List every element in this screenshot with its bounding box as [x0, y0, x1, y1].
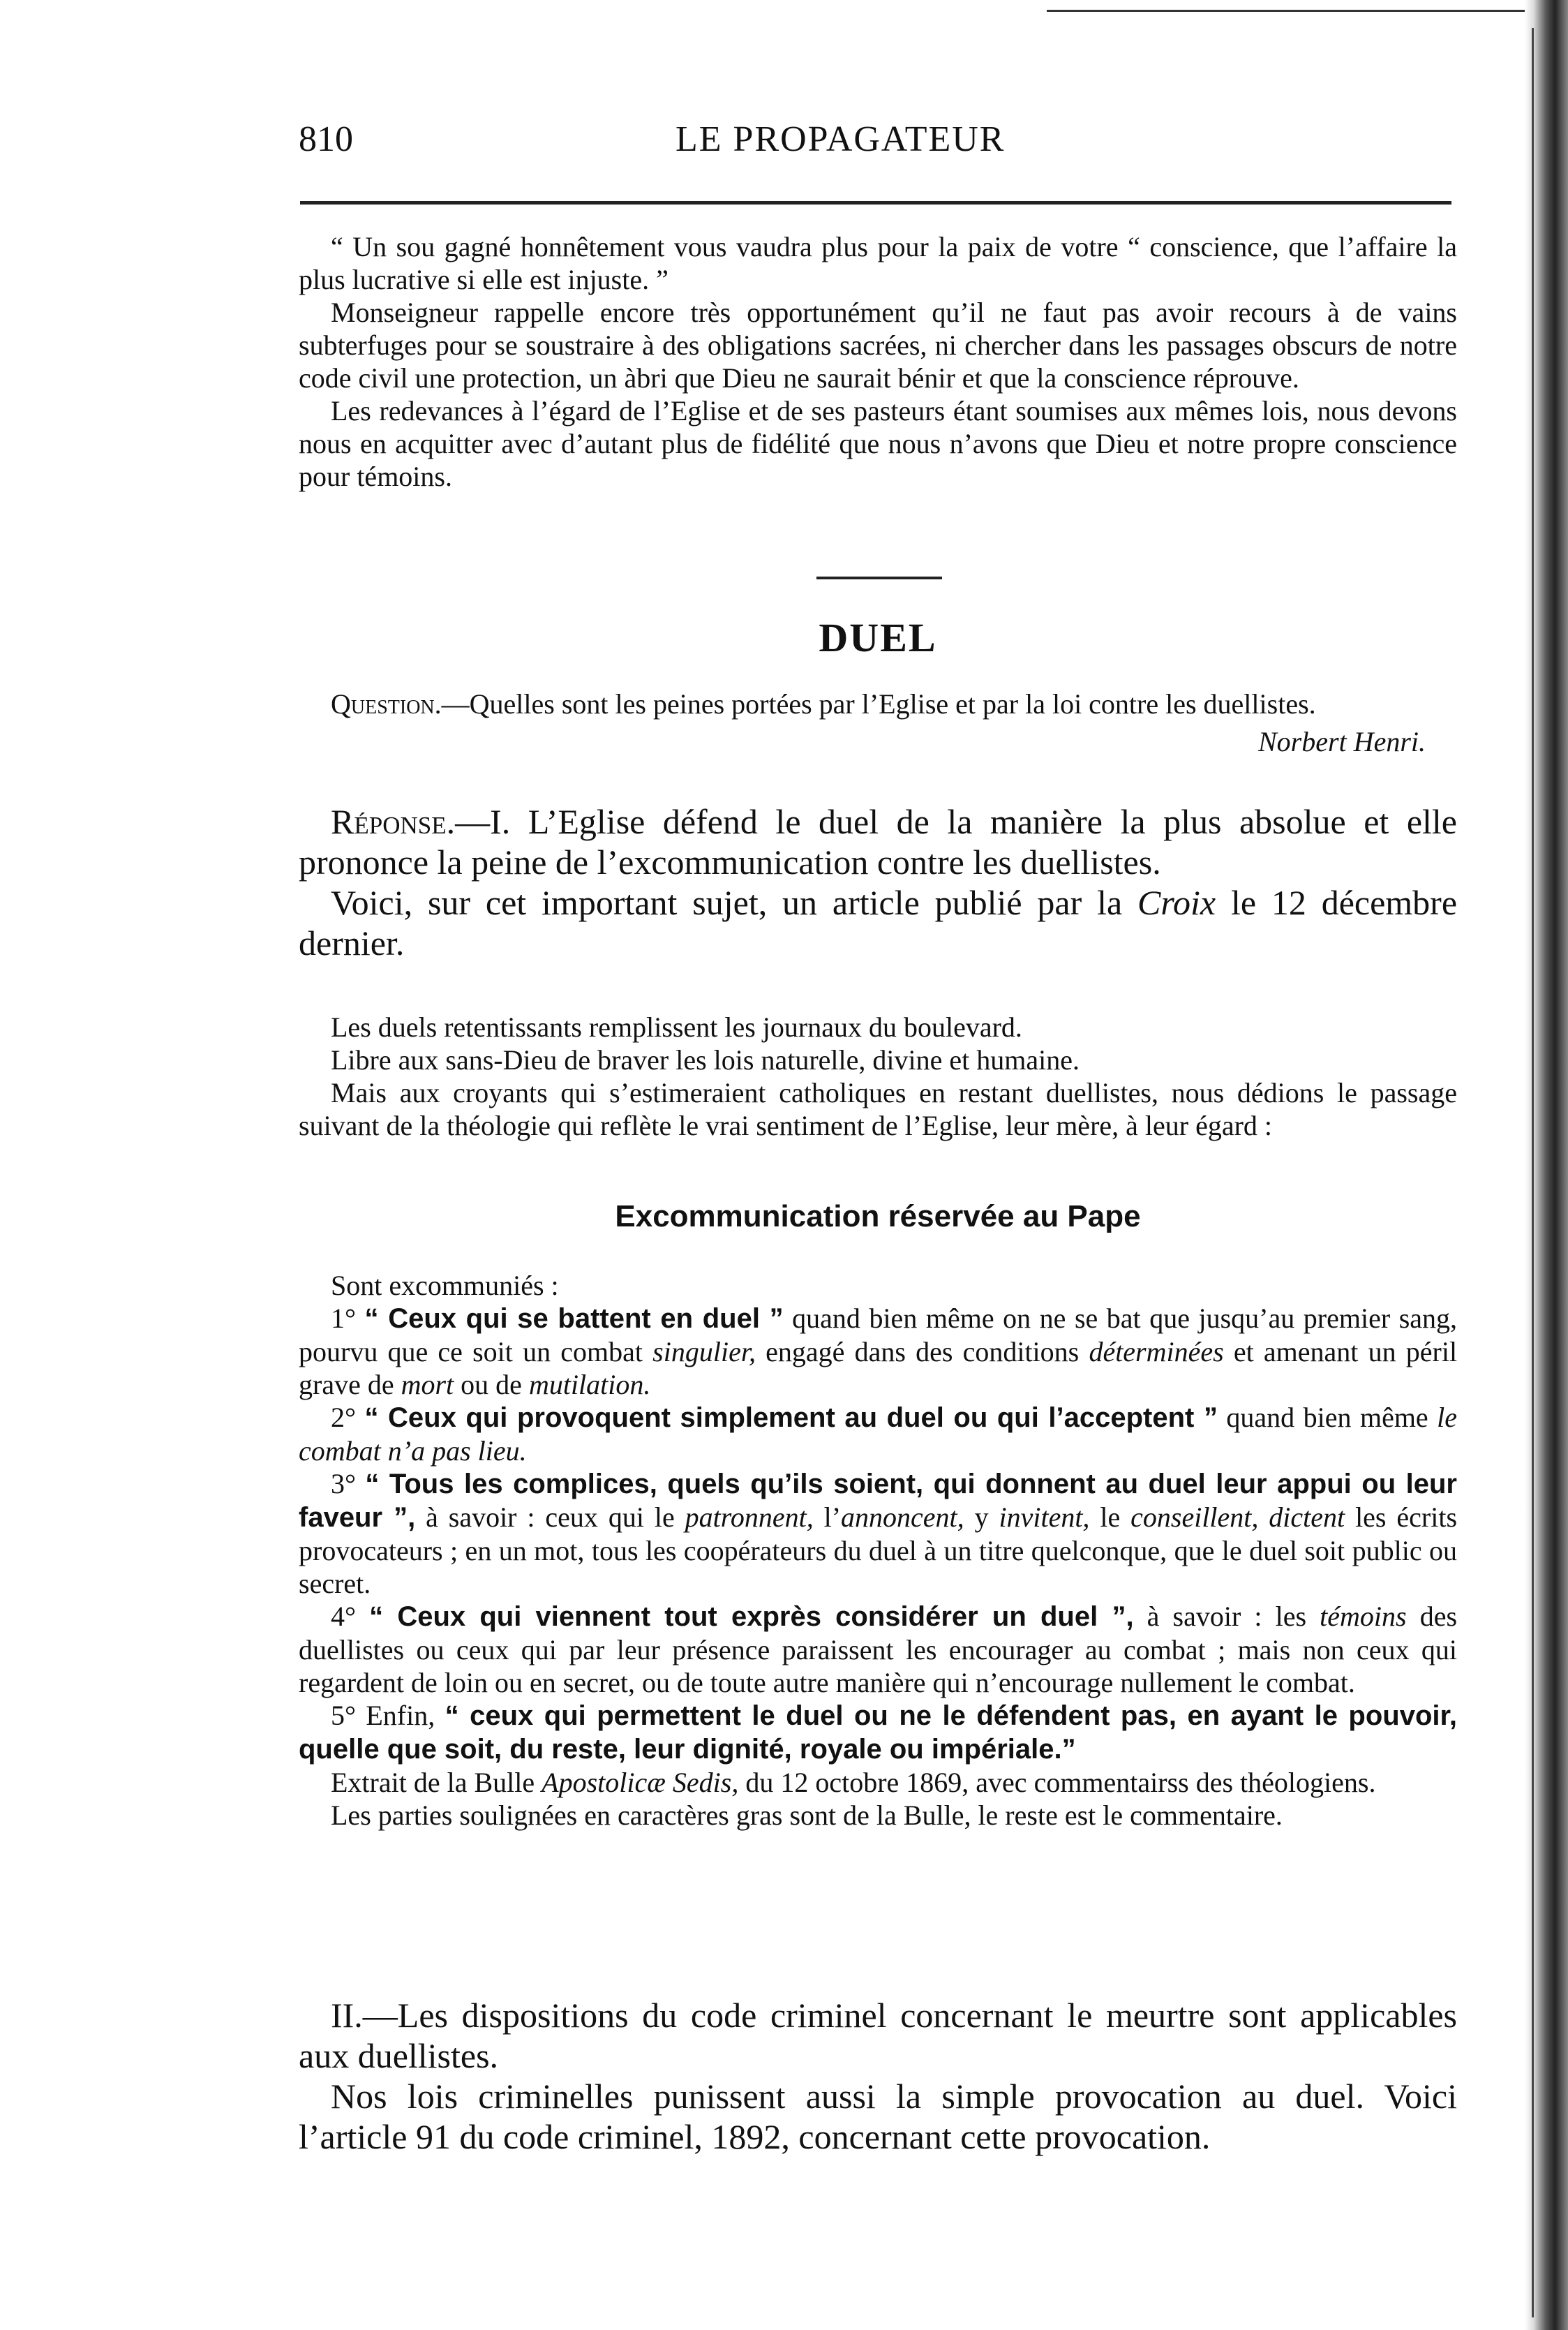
list-item-5: 5° Enfin, “ ceux qui permettent le duel ou ne le défendent pas, en ayant le pouvoir, quelle que soit, du reste, leur dignité, royale ou impériale.”	[299, 1700, 1457, 1765]
sont-excommunies: Sont excommuniés :	[331, 1270, 559, 1301]
reponse-label: Réponse.	[331, 802, 456, 841]
part-two-paragraph: II.—Les dispositions du code criminel concernant le meurtre sont applicables aux duellistes.	[299, 1996, 1457, 2075]
bold-note: Les parties soulignées en caractères gras sont de la Bulle, le reste est le commentaire.	[331, 1800, 1283, 1831]
page-header	[299, 119, 1443, 175]
question-block	[299, 688, 1457, 759]
subheading: Excommunication réservée au Pape	[615, 1199, 1141, 1233]
section-title: DUEL	[819, 615, 937, 660]
reponse-p2-text: Voici, sur cet important sujet, un article publié par la	[331, 883, 1123, 922]
croix-article	[299, 1011, 1457, 1142]
part-two-paragraph: Nos lois criminelles punissent aussi la simple provocation au duel. Voici l’article 91 du code criminel, 1892, concernant cette provocation.	[299, 2077, 1457, 2156]
question-label: Question.	[331, 688, 442, 720]
top-edge-rule	[1047, 10, 1535, 12]
question-author: Norbert Henri.	[1258, 726, 1426, 757]
croix-paragraph: Les duels retentissants remplissent les journaux du boulevard.	[331, 1011, 1022, 1043]
question-paragraph	[299, 688, 1457, 720]
list-item-1: 1° “ Ceux qui se battent en duel ” quand bien même on ne se bat que jusqu’au premier sang, pourvu que ce soit un combat singulier, engagé dans des conditions déterminées et amenant un péril grave de mort ou de mutilation.	[299, 1303, 1458, 1400]
reponse-text: —I. L’Eglise défend le duel de la manière la plus absolue et elle prononce la peine de l’excommunication contre les duellistes.	[299, 802, 1457, 882]
excommunication-list	[299, 1269, 1457, 1832]
croix-paragraph: Mais aux croyants qui s’estimeraient catholiques en restant duellistes, nous dédions le passage suivant de la théologie qui reflète le vrai sentiment de l’Eglise, leur mère, à leur égard :	[299, 1077, 1457, 1141]
reponse-p2-date: le 12 décembre dernier.	[299, 883, 1458, 963]
list-item-2: 2° “ Ceux qui provoquent simplement au duel ou qui l’acceptent ” quand bien même le combat n’a pas lieu.	[299, 1402, 1458, 1467]
subheading-block	[299, 1199, 1457, 1234]
extrait: Extrait de la Bulle Apostolicæ Sedis, du 12 octobre 1869, avec commentairss des théologiens.	[331, 1767, 1376, 1798]
list-item-4: 4° “ Ceux qui viennent tout exprès considérer un duel ”, à savoir : les témoins des duellistes ou ceux qui par leur présence paraissent les encourager au combat ; mais non ceux qui regardent de loin ou en secret, ou de toute autre manière qui n’encourage nullement le combat.	[299, 1601, 1458, 1698]
intro-paragraph: Les redevances à l’égard de l’Eglise et de ses pasteurs étant soumises aux mêmes lois, nous devons nous en acquitter avec d’autant plus de fidélité que nous n’avons que Dieu et notre propre conscience pour témoins.	[299, 395, 1457, 492]
intro-paragraph: Monseigneur rappelle encore très opportunément qu’il ne faut pas avoir recours à de vains subterfuges pour se soustraire à des obligations sacrées, ni chercher dans les passages obscurs de notre code civil une protection, un àbri que Dieu ne saurait bénir et que la conscience réprouve.	[299, 297, 1457, 394]
question-text: —Quelles sont les peines portées par l’Eglise et par la loi contre les duellistes.	[441, 688, 1316, 720]
list-item-3: 3° “ Tous les complices, quels qu’ils soient, qui donnent au duel leur appui ou leur faveur ”, à savoir : ceux qui le patronnent, l’annoncent, y invitent, le conseillent, dictent les écrits provocateurs ; en un mot, tous les coopérateurs du duel à un titre quelconque, que le duel soit public ou secret.	[299, 1468, 1458, 1599]
section-separator	[816, 577, 942, 579]
part-two	[299, 1995, 1457, 2157]
header-rule	[300, 201, 1451, 205]
reponse-block	[299, 801, 1457, 963]
reponse-croix-paragraph	[299, 882, 1457, 963]
reponse-paragraph	[299, 801, 1457, 882]
intro-block	[299, 230, 1457, 493]
binding-edge-line	[1532, 28, 1534, 2317]
running-title: LE PROPAGATEUR	[675, 119, 1006, 159]
croix-paragraph: Libre aux sans-Dieu de braver les lois naturelle, divine et humaine.	[331, 1044, 1080, 1076]
croix-title: Croix	[1137, 883, 1216, 922]
intro-quote: “ Un sou gagné honnêtement vous vaudra plus pour la paix de votre “ conscience, que l’affaire la plus lucrative si elle est injuste. ”	[299, 231, 1457, 295]
page-number: 810	[299, 119, 353, 159]
